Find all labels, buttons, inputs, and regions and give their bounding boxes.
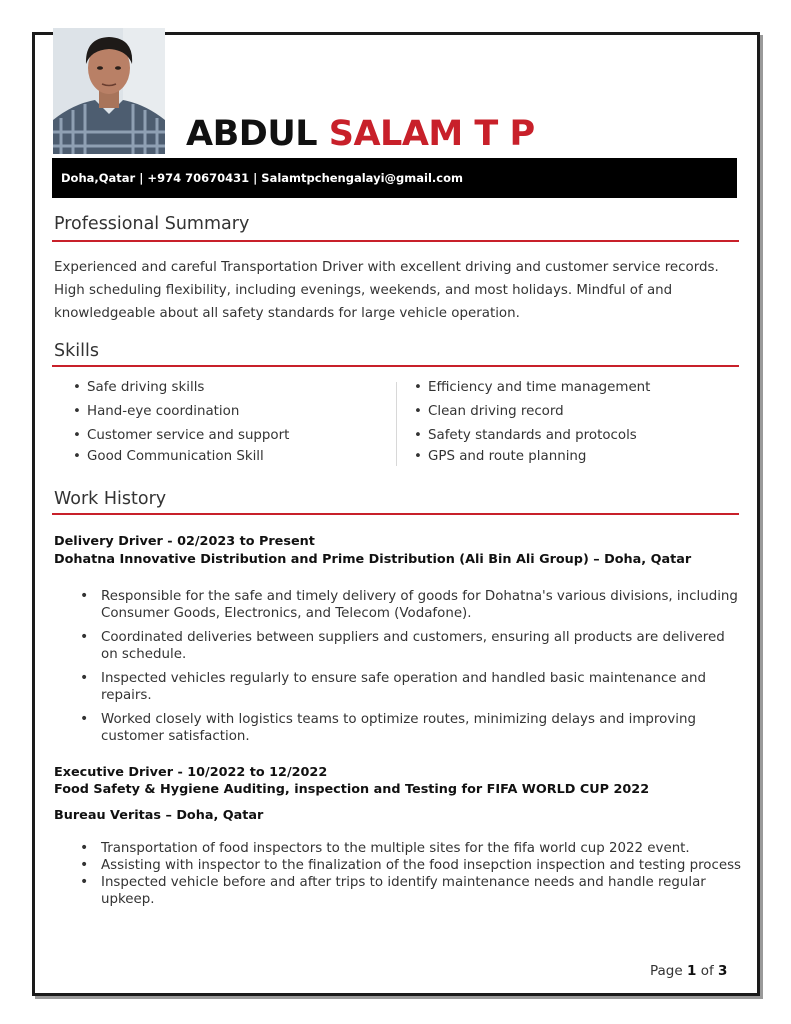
job-duties	[80, 588, 744, 752]
duty-item: • Assisting with inspector to the finalization of the food insepction inspection and testing process	[80, 857, 744, 874]
last-name: SALAM T P	[328, 114, 535, 154]
page-label: Page	[650, 963, 683, 979]
work-history-divider	[52, 513, 739, 515]
skill-item: • Safety standards and protocols	[414, 428, 650, 449]
duty-item: • Inspected vehicle before and after trips to identify maintenance needs and handle regular upkeep.	[80, 874, 744, 908]
contact-bar	[52, 158, 737, 198]
job-title: Delivery Driver - 02/2023 to Present	[54, 534, 315, 549]
job-company: Dohatna Innovative Distribution and Prime Distribution (Ali Bin Ali Group) – Doha, Qatar	[54, 552, 692, 567]
job-duties	[80, 840, 744, 908]
duty-item: • Transportation of food inspectors to the multiple sites for the fifa world cup 2022 event.	[80, 840, 744, 857]
skills-divider	[52, 365, 739, 367]
work-history-heading: Work History	[54, 489, 167, 509]
candidate-name	[186, 114, 535, 154]
skill-item: • Hand-eye coordination	[73, 404, 289, 428]
contact-info: Doha,Qatar | +974 70670431 | Salamtpchengalayi@gmail.com	[61, 171, 463, 185]
skill-item: • Good Communication Skill	[73, 449, 289, 464]
duty-item: • Coordinated deliveries between suppliers and customers, ensuring all products are delivered on schedule.	[80, 629, 744, 663]
summary-divider	[52, 240, 739, 242]
summary-line: knowledgeable about all safety standards for large vehicle operation.	[54, 306, 520, 321]
job-title: Executive Driver - 10/2022 to 12/2022	[54, 765, 328, 780]
job-subtitle: Food Safety & Hygiene Auditing, inspection and Testing for FIFA WORLD CUP 2022	[54, 782, 650, 797]
page-current: 1	[686, 963, 697, 979]
duty-item: • Worked closely with logistics teams to optimize routes, minimizing delays and improving customer satisfaction.	[80, 711, 744, 745]
page-of: of	[700, 963, 714, 979]
profile-photo	[53, 28, 165, 154]
duty-item: • Responsible for the safe and timely delivery of goods for Dohatna's various divisions, including Consumer Goods, Electronics, and Telecom (Vodafone).	[80, 588, 744, 622]
skills-heading: Skills	[54, 341, 99, 361]
summary-heading: Professional Summary	[54, 214, 250, 234]
job-company: Bureau Veritas – Doha, Qatar	[54, 808, 264, 823]
duty-item: • Inspected vehicles regularly to ensure safe operation and handled basic maintenance and repairs.	[80, 670, 744, 704]
skill-item: • Customer service and support	[73, 428, 289, 449]
page-number	[650, 963, 727, 979]
skills-column-divider	[396, 382, 397, 466]
first-name: ABDUL	[186, 114, 318, 154]
summary-line: High scheduling flexibility, including evenings, weekends, and most holidays. Mindful of and	[54, 283, 673, 298]
skills-right-column	[414, 380, 650, 464]
page-total: 3	[718, 963, 728, 979]
skill-item: • Safe driving skills	[73, 380, 289, 404]
skills-left-column	[73, 380, 289, 464]
skill-item: • Clean driving record	[414, 404, 650, 428]
summary-line: Experienced and careful Transportation Driver with excellent driving and customer service records.	[54, 260, 719, 275]
skill-item: • Efficiency and time management	[414, 380, 650, 404]
skill-item: • GPS and route planning	[414, 449, 650, 464]
summary-text	[54, 256, 740, 325]
